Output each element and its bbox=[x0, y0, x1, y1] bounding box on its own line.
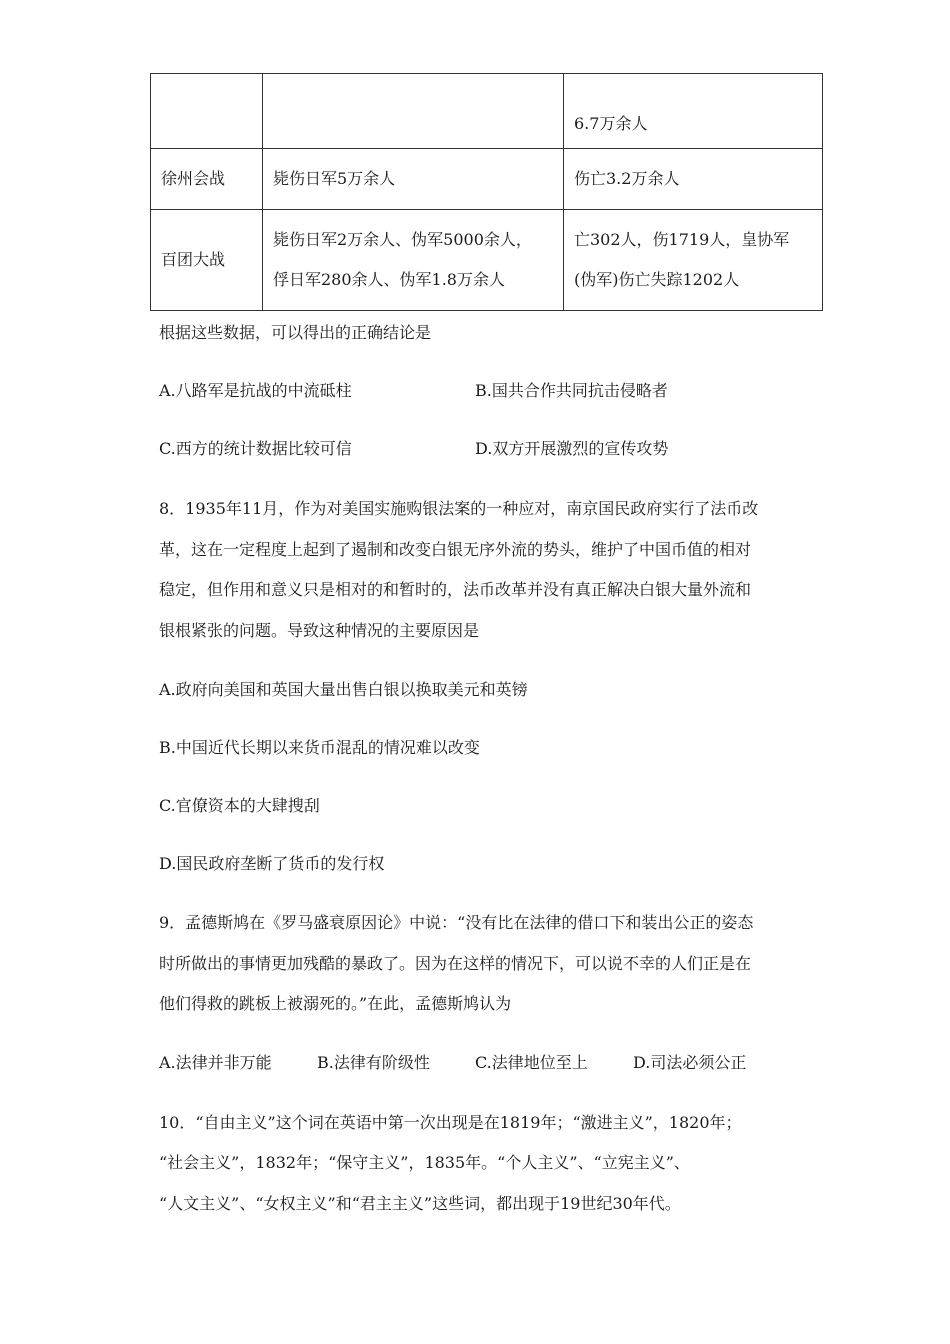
cell-text: 6.7万余人 bbox=[574, 114, 648, 133]
q9-option-b: B.法律有阶级性 bbox=[317, 1053, 430, 1072]
table-cell bbox=[263, 210, 564, 311]
question-8-line: 革，这在一定程度上起到了遏制和改变白银无序外流的势头，维护了中国币值的相对 bbox=[159, 540, 752, 559]
question-9-line: 时所做出的事情更加残酷的暴政了。因为在这样的情况下，可以说不幸的人们正是在 bbox=[159, 954, 752, 973]
q8-option-d: D.国民政府垄断了货币的发行权 bbox=[159, 854, 385, 873]
question-10-line: “人文主义”、“女权主义”和“君主主义”这些词，都出现于19世纪30年代。 bbox=[159, 1194, 681, 1213]
casualty-table bbox=[150, 73, 823, 311]
q9-option-d: D.司法必须公正 bbox=[633, 1053, 747, 1072]
q8-option-c: C.官僚资本的大肆搜刮 bbox=[159, 796, 320, 815]
table-row bbox=[151, 74, 823, 149]
table-cell bbox=[151, 74, 263, 149]
table-cell bbox=[564, 74, 823, 149]
question-10-line: “社会主义”，1832年；“保守主义”，1835年。“个人主义”、“立宪主义”、 bbox=[159, 1153, 690, 1172]
q7-option-c: C.西方的统计数据比较可信 bbox=[159, 439, 352, 458]
table-cell: 徐州会战 bbox=[151, 149, 263, 210]
cell-text: 亡302人，伤1719人，皇协军 bbox=[574, 230, 790, 249]
table-cell bbox=[564, 210, 823, 311]
cell-text: 俘日军280余人、伪军1.8万余人 bbox=[273, 270, 505, 289]
cell-text: 毙伤日军2万余人、伪军5000余人， bbox=[273, 230, 532, 249]
q8-option-a: A.政府向美国和英国大量出售白银以换取美元和英镑 bbox=[159, 680, 528, 699]
q7-option-b: B.国共合作共同抗击侵略者 bbox=[475, 381, 668, 400]
table-cell bbox=[263, 74, 564, 149]
table-cell bbox=[263, 149, 564, 210]
table-row bbox=[151, 210, 823, 311]
question-10-line: 10．“自由主义”这个词在英语中第一次出现是在1819年；“激进主义”，1820年； bbox=[159, 1113, 742, 1132]
cell-text: 毙伤日军5万余人 bbox=[273, 169, 396, 188]
cell-text: (伪军)伤亡失踪1202人 bbox=[574, 270, 740, 289]
q7-option-a: A.八路军是抗战的中流砥柱 bbox=[159, 381, 352, 400]
table-row bbox=[151, 149, 823, 210]
question-9-line: 他们得救的跳板上被溺死的。”在此，孟德斯鸠认为 bbox=[159, 994, 512, 1013]
q8-option-b: B.中国近代长期以来货币混乱的情况难以改变 bbox=[159, 738, 480, 757]
question-9-line: 9．孟德斯鸠在《罗马盛衰原因论》中说：“没有比在法律的借口下和装出公正的姿态 bbox=[159, 913, 754, 932]
question-8-line: 稳定，但作用和意义只是相对的和暂时的，法币改革并没有真正解决白银大量外流和 bbox=[159, 580, 752, 599]
question-8-line: 银根紧张的问题。导致这种情况的主要原因是 bbox=[159, 621, 480, 640]
q7-option-d: D.双方开展激烈的宣传攻势 bbox=[475, 439, 669, 458]
table-cell: 百团大战 bbox=[151, 210, 263, 311]
question-7-stem: 根据这些数据，可以得出的正确结论是 bbox=[159, 323, 432, 342]
question-8-line: 8．1935年11月，作为对美国实施购银法案的一种应对，南京国民政府实行了法币改 bbox=[159, 499, 759, 518]
q9-option-a: A.法律并非万能 bbox=[159, 1053, 272, 1072]
cell-text: 伤亡3.2万余人 bbox=[574, 169, 680, 188]
table-cell bbox=[564, 149, 823, 210]
q9-option-c: C.法律地位至上 bbox=[475, 1053, 588, 1072]
